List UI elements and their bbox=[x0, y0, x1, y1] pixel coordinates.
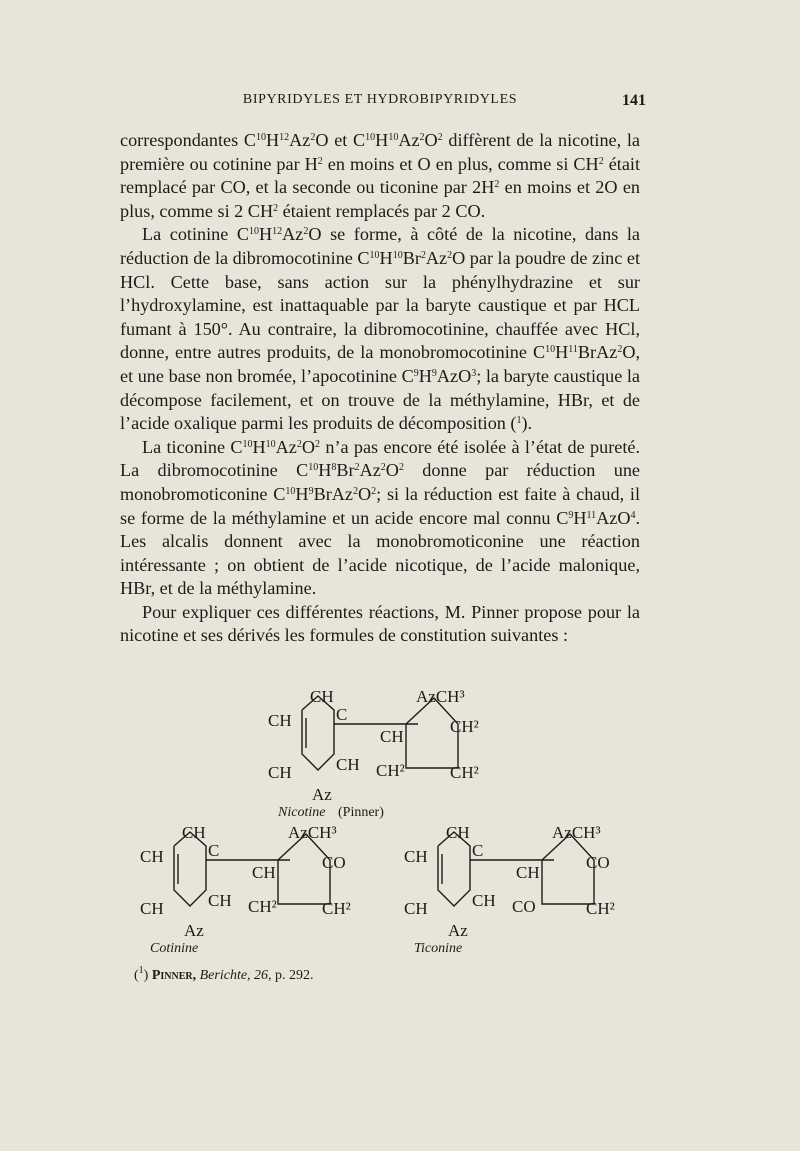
formula-caption: Nicotine bbox=[278, 805, 326, 820]
pyridine-ring-bonds bbox=[302, 696, 334, 770]
atom-lower-right-ch: CH bbox=[208, 891, 232, 910]
atom-nitrogen: Az bbox=[448, 921, 468, 940]
atom-junction-c: C bbox=[472, 841, 484, 860]
atom-ring-top: AzCH³ bbox=[416, 687, 465, 706]
atom-top-ch: CH bbox=[310, 687, 334, 706]
formula-caption: Cotinine bbox=[150, 941, 199, 956]
atom-ring-left-bottom: CH² bbox=[376, 761, 405, 780]
footnote-volume: 26 bbox=[254, 968, 269, 983]
atom-ring-top: AzCH³ bbox=[552, 823, 601, 842]
formula-cotinine bbox=[140, 823, 351, 956]
atom-link-ch: CH bbox=[380, 727, 404, 746]
formula-nicotine bbox=[268, 687, 479, 820]
atom-lower-left-ch: CH bbox=[268, 763, 292, 782]
atom-link-ch: CH bbox=[516, 863, 540, 882]
pyridine-ring-bonds bbox=[438, 832, 470, 906]
atom-ring-right-bottom: CH² bbox=[450, 763, 479, 782]
footnote-page: , p. 292. bbox=[268, 968, 314, 983]
paragraph: La cotinine $C^{10}H^{12}Az^2O$ se forme, à côté de la nicotine, dans la réduction de la dibromocotinine $C^{10}H^{10}Br^2Az^2O$ par la poudre de zinc et HCl. Cette base, sans action sur la phénylhydrazine et sur l’hydroxylamine, est inattaquable par la baryte caustique et par HCL fumant à 150°. Au contraire, la dibromocotinine, chauffée avec HCl, donne, entre autres produits, de la monobromocotinine $C^{10}H^{11}BrAz^2O$, et une base non bromée, l’apocotinine $C^9H^9AzO^3$; la baryte caustique la décompose facilement, et on trouve de la méthylamine, HBr, et de l’acide oxalique parmi les produits de décomposition ($^1$). bbox=[120, 224, 641, 434]
footnote: ($^1$) Pinner, Berichte, 26, p. 292. bbox=[134, 965, 314, 983]
atom-junction-c: C bbox=[208, 841, 220, 860]
atom-lower-left-ch: CH bbox=[140, 899, 164, 918]
formula-caption-extra: (Pinner) bbox=[338, 805, 384, 820]
atom-nitrogen: Az bbox=[312, 785, 332, 804]
atom-ring-right-top: CO bbox=[322, 853, 346, 872]
atom-lower-right-ch: CH bbox=[336, 755, 360, 774]
formula-caption: Ticonine bbox=[414, 941, 463, 956]
atom-ring-right-top: CO bbox=[586, 853, 610, 872]
atom-lower-left-ch: CH bbox=[404, 899, 428, 918]
formula-ticonine bbox=[404, 823, 615, 956]
page-number: 141 bbox=[622, 92, 646, 109]
atom-junction-c: C bbox=[336, 705, 348, 724]
atom-ring-top: AzCH³ bbox=[288, 823, 337, 842]
atom-ring-right-bottom: CH² bbox=[586, 899, 615, 918]
atom-upper-left-ch: CH bbox=[140, 847, 164, 866]
paragraph: correspondantes $C^{10}H^{12}Az^2O$ et $C^{10}H^{10}Az^2O^2$ diffèrent de la nicotine, la première ou cotinine par $H^2$ en moins et O en plus, comme si $CH^2$ était remplacé par CO, et la seconde ou ticonine par $2H^2$ en moins et 2O en plus, comme si 2 $CH^2$ étaient remplacés par 2 CO. bbox=[120, 130, 640, 221]
footnote-journal: Berichte, bbox=[199, 968, 251, 983]
footnote-author: Pinner, bbox=[151, 968, 197, 983]
atom-ring-right-top: CH² bbox=[450, 717, 479, 736]
atom-upper-left-ch: CH bbox=[268, 711, 292, 730]
paragraph: Pour expliquer ces différentes réactions, M. Pinner propose pour la nicotine et ses dérivés les formules de constitution suivantes : bbox=[120, 601, 640, 646]
atom-ring-right-bottom: CH² bbox=[322, 899, 351, 918]
atom-top-ch: CH bbox=[446, 823, 470, 842]
footnote-marker: 1 bbox=[138, 965, 144, 976]
atom-ring-left-bottom: CH² bbox=[248, 897, 277, 916]
atom-link-ch: CH bbox=[252, 863, 276, 882]
atom-ring-left-bottom: CO bbox=[512, 897, 536, 916]
atom-nitrogen: Az bbox=[184, 921, 204, 940]
paragraph: La ticonine $C^{10}H^{10}Az^2O^2$ n’a pas encore été isolée à l’état de pureté. La dibromocotinine $C^{10}H^8Br^2Az^2O^2$ donne par réduction une monobromoticonine $C^{10}H^9BrAz^2O^2$; si la réduction est faite à chaud, il se forme de la méthylamine et un acide encore mal connu $C^9H^{11}AzO^4$. Les alcalis donnent avec la monobromoticonine une réaction intéressante ; on obtient de l’acide nicotique, de l’acide malonique, HBr, et de la méthylamine. bbox=[120, 436, 641, 599]
atom-upper-left-ch: CH bbox=[404, 847, 428, 866]
atom-top-ch: CH bbox=[182, 823, 206, 842]
running-title: BIPYRIDYLES ET HYDROBIPYRIDYLES bbox=[242, 92, 518, 107]
atom-lower-right-ch: CH bbox=[472, 891, 496, 910]
pyridine-ring-bonds bbox=[174, 832, 206, 906]
